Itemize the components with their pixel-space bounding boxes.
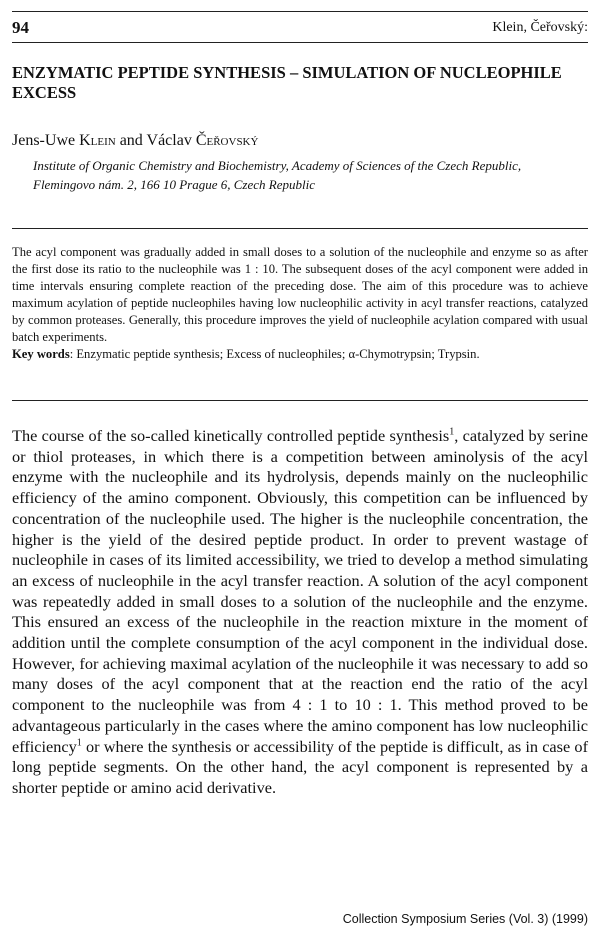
abstract-top-rule (12, 228, 588, 229)
author2-given: Václav (146, 132, 196, 149)
body-text-part-1: The course of the so-called kinetically controlled peptide synthesis (12, 426, 450, 445)
body-paragraph (12, 426, 588, 799)
abstract-text: The acyl component was gradually added in small doses to a solution of the nucleophile and enzyme so as after the first dose its ratio to the nucleophile was 1 : 10. The subsequent doses of the acyl component were added in time intervals ensuring complete reaction of the preceding dose. The aim of this procedure was to achieve maximum acylation of peptide nucleophiles having low nucleophilic activity in acyl transfer reactions, catalyzed by common proteases. Generally, this procedure improves the yield of nucleophile acylation compared with usual batch experiments. (12, 245, 588, 344)
journal-footer: Collection Symposium Series (Vol. 3) (1999) (342, 912, 588, 926)
keywords-list: : Enzymatic peptide synthesis; Excess of nucleophiles; α-Chymotrypsin; Trypsin. (69, 347, 480, 361)
running-head: Klein, Čeřovský: (492, 20, 588, 35)
affiliation-line-2: Flemingovo nám. 2, 166 10 Prague 6, Czech Republic (33, 177, 315, 192)
author1-given: Jens-Uwe (12, 132, 80, 149)
body-text-part-3: or where the synthesis or accessibility of the peptide is difficult, as in case of long peptide segments. On the other hand, the acyl component is represented by a shorter peptide or amino acid derivative. (12, 736, 588, 797)
article-title: ENZYMATIC PEPTIDE SYNTHESIS – SIMULATION OF NUCLEOPHILE EXCESS (12, 63, 562, 102)
author1-surname: Klein (79, 132, 116, 149)
body-text-part-2: , catalyzed by serine or thiol proteases, in which there is a competition between aminolysis of the acyl enzyme with the nucleophile and its hydrolysis, depends mainly on the nucleophilic efficiency of the amino component. Obviously, this competition can be influenced by concentration of the nucleophile used. The higher is the nucleophile concentration, the higher is the yield of the desired peptide product. In order to prevent wastage of nucleophile in cases of its limited accessibility, we tried to develop a method simulating an excess of nucleophile in the acyl transfer reaction. A solution of the acyl component was repeatedly added in small doses to a solution of the nucleophile and the enzyme. This ensured an excess of the nucleophile in the reaction mixture in the moment of addition until the complete consumption of the acyl component in the individual dose. However, for achieving maximal acylation of the nucleophile it was necessary to add so many doses of the acyl component that at the reaction end the ratio of the acyl component to the nucleophile was from 4 : 1 to 10 : 1. This method proved to be advantageous particularly in the cases where the amino component has low nucleophilic efficiency (12, 426, 588, 756)
keywords-label: Key words (12, 347, 70, 361)
abstract-bottom-rule (12, 400, 588, 401)
author2-surname: Čeřovský (195, 132, 259, 149)
author-line (12, 132, 258, 150)
author-conjunction: and (115, 132, 147, 149)
page-number: 94 (12, 18, 29, 37)
reference-1: 1 (449, 426, 455, 438)
abstract (12, 244, 588, 363)
reference-1-repeat: 1 (76, 737, 82, 749)
header-bottom-rule (12, 42, 588, 43)
keywords (12, 346, 588, 363)
affiliation-line-1: Institute of Organic Chemistry and Biochemistry, Academy of Sciences of the Czech Republic, (33, 158, 522, 173)
affiliation (33, 156, 573, 194)
header-top-rule (12, 11, 588, 12)
